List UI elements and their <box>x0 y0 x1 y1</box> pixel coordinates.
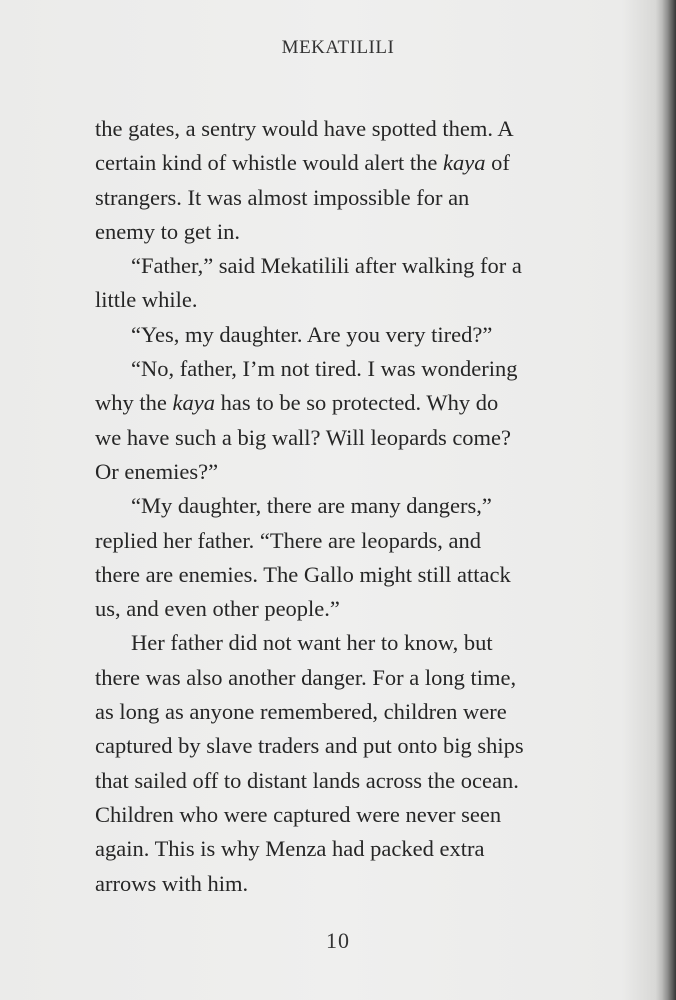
text-segment: that sailed off to distant lands across the ocean. <box>95 767 519 793</box>
text-segment: us, and even other people.” <box>95 596 340 622</box>
text-line <box>95 867 615 901</box>
text-segment: again. This is why Menza had packed extra <box>95 836 485 862</box>
text-segment: little while. <box>95 287 198 313</box>
text-segment: there are enemies. The Gallo might still attack <box>95 561 511 587</box>
text-segment: “Father,” said Mekatilili after walking for a <box>131 253 522 279</box>
text-line <box>95 249 615 283</box>
text-segment: the gates, a sentry would have spotted them. A <box>95 116 514 141</box>
text-line <box>95 352 615 386</box>
text-line <box>95 421 615 455</box>
text-segment: captured by slave traders and put onto big ships <box>95 733 524 759</box>
text-line <box>95 764 615 798</box>
text-line <box>95 524 615 558</box>
text-segment: has to be so protected. Why do <box>214 390 499 416</box>
text-line <box>95 283 615 317</box>
text-segment: Her father did not want her to know, but <box>131 630 493 656</box>
text-segment: we have such a big wall? Will leopards come? <box>95 424 512 450</box>
text-segment: “My daughter, there are many dangers,” <box>131 493 492 519</box>
text-line <box>95 215 615 249</box>
italic-word: kaya <box>172 390 215 416</box>
text-segment: why the <box>95 390 173 416</box>
text-line <box>95 798 615 832</box>
text-line <box>95 832 615 866</box>
text-segment: certain kind of whistle would alert the <box>95 150 444 176</box>
text-segment: Children who were captured were never seen <box>95 801 502 827</box>
text-segment: replied her father. “There are leopards, and <box>95 527 482 553</box>
text-line <box>95 729 615 763</box>
text-line <box>95 386 615 420</box>
text-segment: of <box>485 150 510 176</box>
text-line <box>95 661 615 695</box>
text-segment: “Yes, my daughter. Are you very tired?” <box>131 321 493 347</box>
text-line <box>95 146 615 180</box>
text-line <box>95 695 615 729</box>
body-text <box>95 112 615 901</box>
text-segment: Or enemies?” <box>95 458 219 484</box>
page-number: 10 <box>326 928 350 953</box>
text-segment: enemy to get in. <box>95 218 240 244</box>
text-line <box>95 558 615 592</box>
text-segment: strangers. It was almost impossible for an <box>95 184 470 210</box>
text-line <box>95 181 615 215</box>
text-segment: “No, father, I’m not tired. I was wondering <box>131 356 518 382</box>
text-line <box>95 489 615 523</box>
text-segment: as long as anyone remembered, children were <box>95 699 507 725</box>
text-segment: there was also another danger. For a long time, <box>95 664 517 690</box>
italic-word: kaya <box>443 150 486 176</box>
text-line <box>95 626 615 660</box>
text-line <box>95 592 615 626</box>
text-segment: arrows with him. <box>95 870 249 896</box>
text-line <box>95 455 615 489</box>
text-line <box>95 318 615 352</box>
running-head: MEKATILILI <box>281 37 395 58</box>
spine-shadow <box>662 0 676 1000</box>
text-line <box>95 112 615 146</box>
